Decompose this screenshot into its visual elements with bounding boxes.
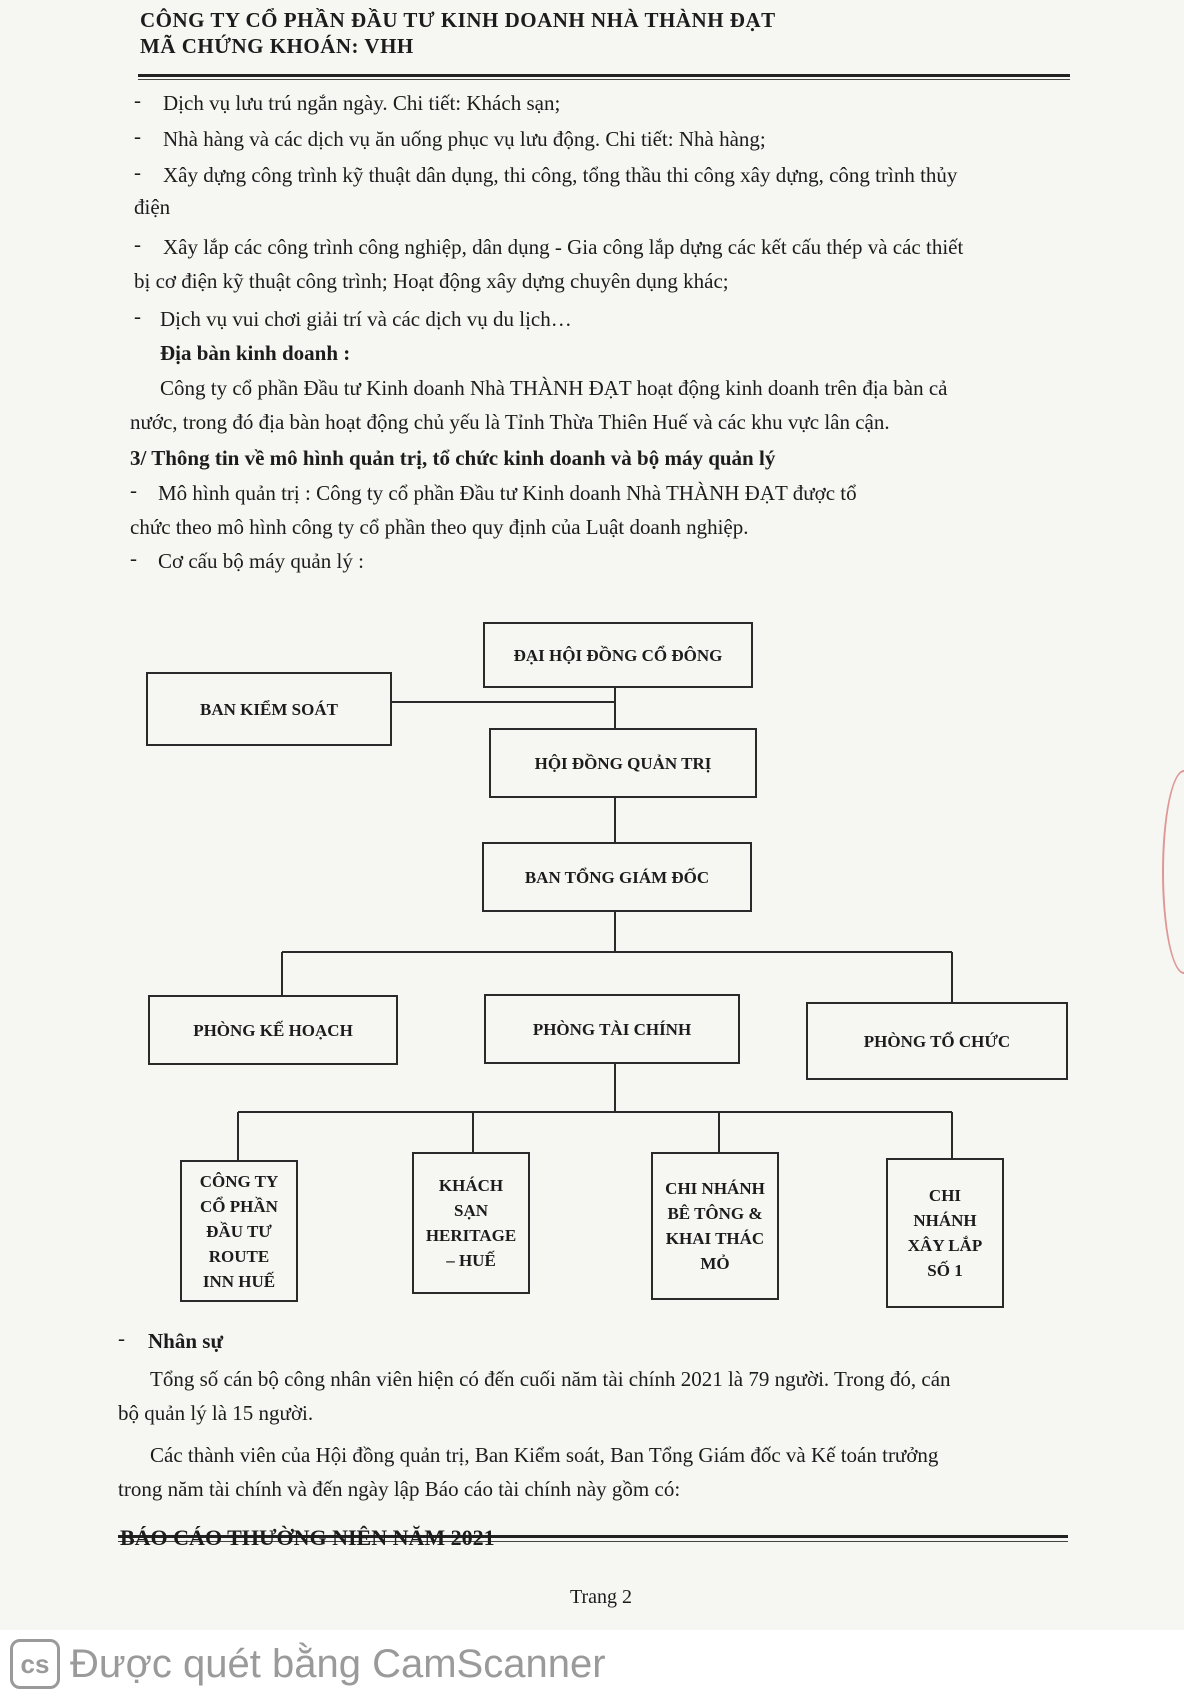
gov-model-text: Mô hình quản trị : Công ty cổ phần Đầu tư Kinh doanh Nhà THÀNH ĐẠT được tổ (158, 481, 857, 505)
personnel-text: bộ quản lý là 15 người. (118, 1401, 314, 1425)
org-box-finance: PHÒNG TÀI CHÍNH (484, 994, 740, 1064)
structure-label: Cơ cấu bộ máy quản lý : (158, 549, 364, 573)
org-box-construction-branch: CHI NHÁNH XÂY LẮP SỐ 1 (886, 1158, 1004, 1308)
org-box-organization: PHÒNG TỔ CHỨC (806, 1002, 1068, 1080)
org-box-executive: BAN TỔNG GIÁM ĐỐC (482, 842, 752, 912)
org-box-concrete-branch: CHI NHÁNH BÊ TÔNG & KHAI THÁC MỎ (651, 1152, 779, 1300)
org-box-shareholders: ĐẠI HỘI ĐỒNG CỔ ĐÔNG (483, 622, 753, 688)
watermark-text: Được quét bằng CamScanner (70, 1641, 606, 1686)
area-text: nước, trong đó địa bàn hoạt động chủ yếu là Tỉnh Thừa Thiên Huế và các khu vực lân cận. (130, 410, 890, 434)
service-line: Dịch vụ vui chơi giải trí và các dịch vụ du lịch… (160, 307, 572, 331)
area-heading: Địa bàn kinh doanh : (160, 341, 351, 365)
personnel-text: Các thành viên của Hội đồng quản trị, Ban Kiểm soát, Ban Tổng Giám đốc và Kế toán trưởng (150, 1443, 939, 1467)
area-text: Công ty cổ phần Đầu tư Kinh doanh Nhà THÀNH ĐẠT hoạt động kinh doanh trên địa bàn cả (160, 376, 948, 400)
bullet-dash: - (134, 232, 141, 256)
org-box-board: HỘI ĐỒNG QUẢN TRỊ (489, 728, 757, 798)
personnel-text: Tổng số cán bộ công nhân viên hiện có đến cuối năm tài chính 2021 là 79 người. Trong đó, cán (150, 1367, 951, 1391)
bullet-dash: - (118, 1326, 125, 1350)
bullet-dash: - (134, 124, 141, 148)
bullet-dash: - (134, 304, 141, 328)
personnel-text: trong năm tài chính và đến ngày lập Báo cáo tài chính này gồm có: (118, 1477, 681, 1501)
page-number: Trang 2 (570, 1586, 633, 1608)
company-name: CÔNG TY CỔ PHẦN ĐẦU TƯ KINH DOANH NHÀ THÀNH ĐẠT (140, 8, 776, 32)
section-heading: 3/ Thông tin về mô hình quản trị, tổ chức kinh doanh và bộ máy quản lý (130, 446, 776, 470)
report-title: BÁO CÁO THƯỜNG NIÊN NĂM 2021 (120, 1525, 495, 1550)
header-rule-thin (138, 79, 1070, 80)
bullet-dash: - (134, 160, 141, 184)
org-box-supervisory: BAN KIỂM SOÁT (146, 672, 392, 746)
org-box-heritage: KHÁCH SẠN HERITAGE – HUẾ (412, 1152, 530, 1294)
stock-code: MÃ CHỨNG KHOÁN: VHH (140, 34, 414, 58)
service-line: điện (134, 195, 171, 219)
header-rule (138, 74, 1070, 77)
personnel-heading: Nhân sự (148, 1329, 224, 1353)
camscanner-logo-icon: cs (10, 1639, 60, 1689)
service-line: Dịch vụ lưu trú ngắn ngày. Chi tiết: Khách sạn; (163, 91, 561, 115)
service-line: Nhà hàng và các dịch vụ ăn uống phục vụ lưu động. Chi tiết: Nhà hàng; (163, 127, 766, 151)
service-line: Xây dựng công trình kỹ thuật dân dụng, thi công, tổng thầu thi công xây dựng, công trình thủy (163, 163, 958, 187)
bullet-dash: - (134, 88, 141, 112)
camscanner-watermark (10, 1632, 606, 1696)
bullet-dash: - (130, 478, 137, 502)
gov-model-text: chức theo mô hình công ty cổ phần theo quy định của Luật doanh nghiệp. (130, 515, 749, 539)
service-line: bị cơ điện kỹ thuật công trình; Hoạt động xây dựng chuyên dụng khác; (134, 269, 729, 293)
org-box-route-inn: CÔNG TY CỔ PHẦN ĐẦU TƯ ROUTE INN HUẾ (180, 1160, 298, 1302)
service-line: Xây lắp các công trình công nghiệp, dân dụng - Gia công lắp dựng các kết cấu thép và các thiết (163, 235, 964, 259)
org-box-planning: PHÒNG KẾ HOẠCH (148, 995, 398, 1065)
bullet-dash: - (130, 546, 137, 570)
